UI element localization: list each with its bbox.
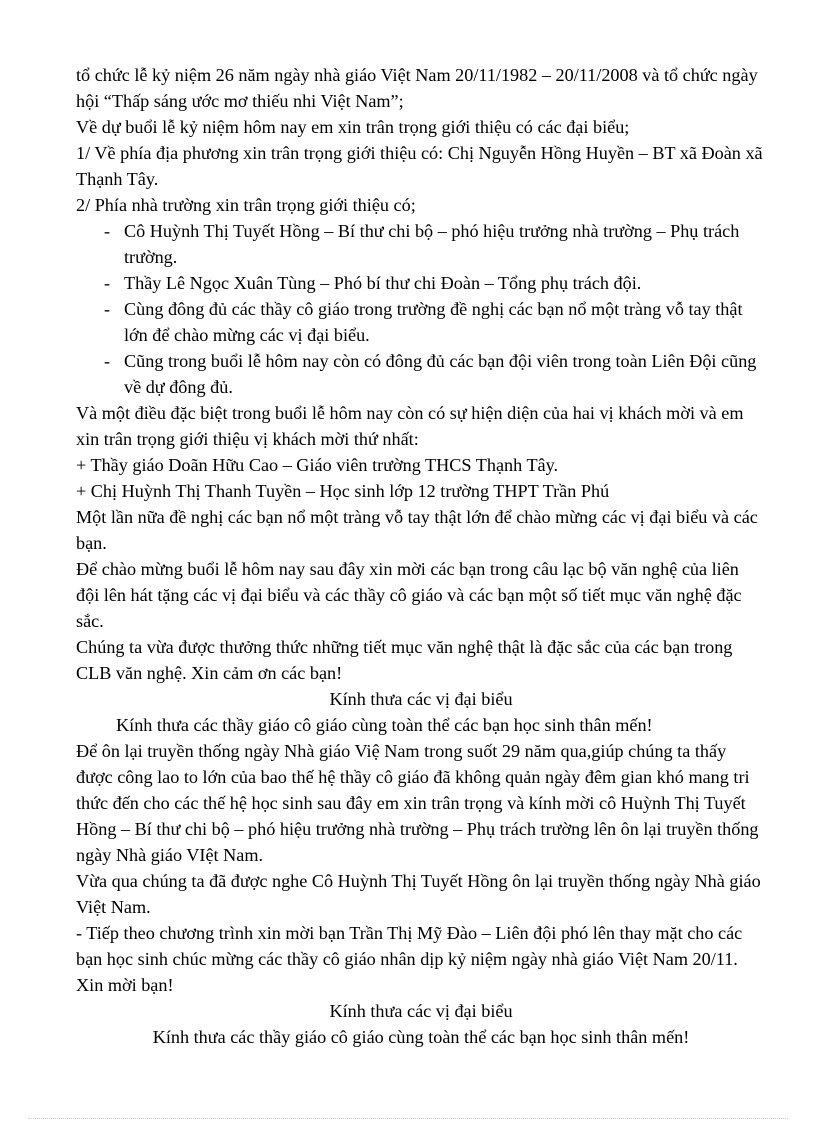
intro-line-4: 2/ Phía nhà trường xin trân trọng giới thiệu có;	[76, 195, 416, 215]
greeting-heading: Kính thưa các vị đại biểu	[329, 689, 513, 709]
list-item	[76, 296, 766, 348]
paragraph: Vừa qua chúng ta đã được nghe Cô Huỳnh Thị Tuyết Hồng ôn lại truyền thống ngày Nhà giáo Việt Nam.	[76, 871, 761, 917]
paragraph: - Tiếp theo chương trình xin mời bạn Trần Thị Mỹ Đào – Liên đội phó lên thay mặt cho các bạn học sinh chúc mừng các thầy cô giáo nhân dịp kỷ niệm ngày nhà giáo Việt Nam 20/11. Xin mời bạn!	[76, 923, 743, 995]
greeting-heading: Kính thưa các vị đại biểu	[329, 1001, 513, 1021]
greeting-line: Kính thưa các thầy giáo cô giáo cùng toàn thể các bạn học sinh thân mến!	[116, 715, 653, 735]
paragraph: Và một điều đặc biệt trong buổi lễ hôm nay còn có sự hiện diện của hai vị khách mời và em xin trân trọng giới thiệu vị khách mời thứ nhất:	[76, 403, 744, 449]
list-marker: -	[104, 221, 111, 241]
list-item-text: Cùng đông đủ các thầy cô giáo trong trường đề nghị các bạn nổ một tràng vỗ tay thật lớn để chào mừng các vị đại biểu.	[124, 299, 743, 345]
list-marker: -	[104, 299, 111, 319]
paragraph: Để ôn lại truyền thống ngày Nhà giáo Việ Nam trong suốt 29 năm qua,giúp chúng ta thấy được công lao to lớn của bao thế hệ thầy cô giáo đã không quản ngày đêm gian khó mang tri thức đến cho các thế hệ học sinh sau đây em xin trân trọng và kính mời cô Huỳnh Thị Tuyết Hồng – Bí thư chi bộ – phó hiệu trưởng nhà trường – Phụ trách trường lên ôn lại truyền thống ngày Nhà giáo VIệt Nam.	[76, 741, 759, 865]
list-item-text: Cô Huỳnh Thị Tuyết Hồng – Bí thư chi bộ – phó hiệu trưởng nhà trường – Phụ trách trường.	[124, 221, 740, 267]
intro-line-2: Về dự buổi lễ kỷ niệm hôm nay em xin trân trọng giới thiệu có các đại biểu;	[76, 117, 630, 137]
paragraph: Chúng ta vừa được thưởng thức những tiết mục văn nghệ thật là đặc sắc của các bạn trong CLB văn nghệ. Xin cảm ơn các bạn!	[76, 637, 733, 683]
list-item	[76, 348, 766, 400]
list-marker: -	[104, 351, 111, 371]
guest-list	[76, 218, 766, 400]
list-item-text: Thầy Lê Ngọc Xuân Tùng – Phó bí thư chi Đoàn – Tổng phụ trách đội.	[124, 273, 642, 293]
list-item	[76, 270, 766, 296]
list-marker: -	[104, 273, 111, 293]
paragraph: Để chào mừng buổi lễ hôm nay sau đây xin mời các bạn trong câu lạc bộ văn nghệ của liên đội lên hát tặng các vị đại biểu và các thầy cô giáo và các bạn một số tiết mục văn nghệ đặc sắc.	[76, 559, 742, 631]
document-page	[76, 62, 766, 1050]
intro-line-1: tổ chức lễ kỷ niệm 26 năm ngày nhà giáo Việt Nam 20/11/1982 – 20/11/2008 và tổ chức ngày hội “Thấp sáng ước mơ thiếu nhi Việt Nam”;	[76, 65, 758, 111]
paragraph: + Chị Huỳnh Thị Thanh Tuyền – Học sinh lớp 12 trường THPT Trần Phú	[76, 481, 610, 501]
greeting-line: Kính thưa các thầy giáo cô giáo cùng toàn thể các bạn học sinh thân mến!	[152, 1027, 690, 1047]
list-item	[76, 218, 766, 270]
list-item-text: Cũng trong buổi lễ hôm nay còn có đông đủ các bạn đội viên trong toàn Liên Đội cũng về dự đông đủ.	[124, 351, 757, 397]
paragraph: Một lần nữa đề nghị các bạn nổ một tràng vỗ tay thật lớn để chào mừng các vị đại biểu và các bạn.	[76, 507, 758, 553]
paragraph: + Thầy giáo Doãn Hữu Cao – Giáo viên trường THCS Thạnh Tây.	[76, 455, 559, 475]
intro-line-3: 1/ Về phía địa phương xin trân trọng giới thiệu có: Chị Nguyễn Hồng Huyền – BT xã Đoàn xã Thạnh Tây.	[76, 143, 763, 189]
page-bottom-divider	[28, 1118, 788, 1119]
